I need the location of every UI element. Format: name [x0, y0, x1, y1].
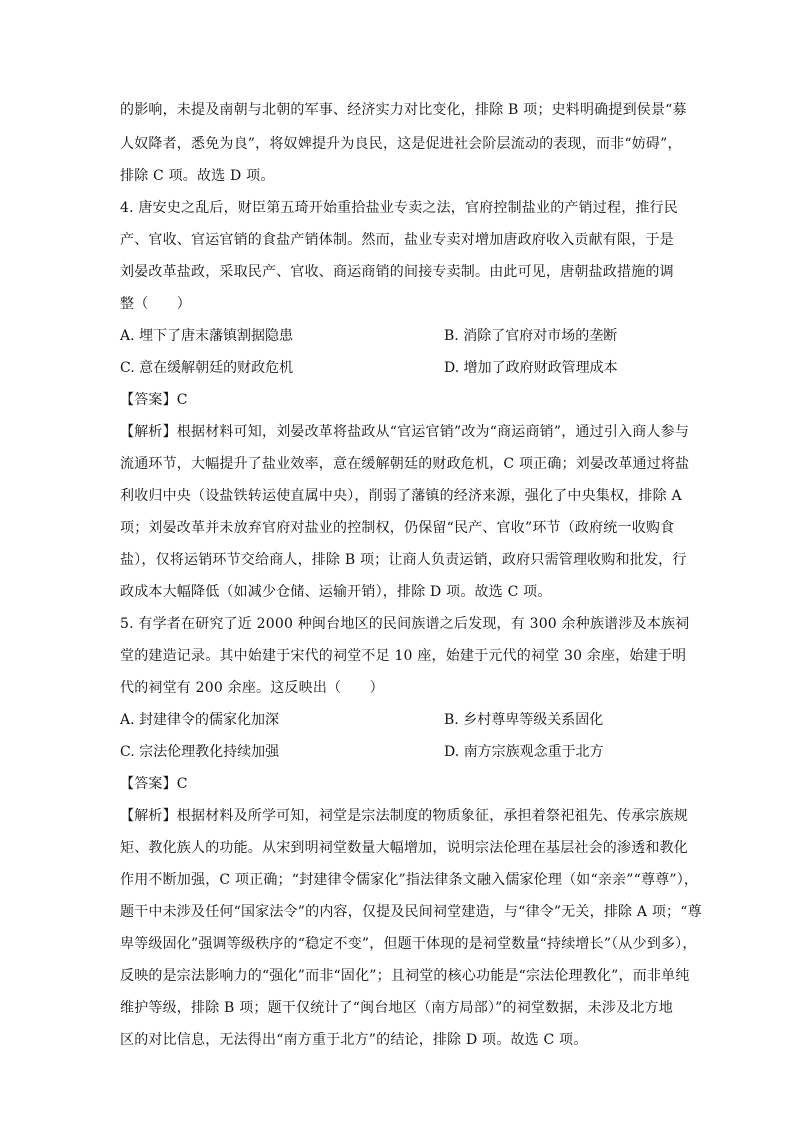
question-4-stem: 4. 唐安史之乱后，财臣第五琦开始重拾盐业专卖之法，官府控制盐业的产销过程，推行民	[120, 200, 679, 216]
question-4-stem: 产、官收、官运官销的食盐产销体制。然而，盐业专卖对增加唐政府收入贡献有限，于是	[120, 232, 674, 248]
question-5-option-a: A. 封建律令的儒家化加深	[120, 712, 280, 728]
question-4-analysis: 盐），仅将运销环节交给商人，排除 B 项；让商人负责运销，政府只需管理收购和批发，行	[120, 552, 687, 568]
question-5-analysis: 卑等级固化”强调等级秩序的“稳定不变”，但题干体现的是祠堂数量“持续增长”（从少到多），	[120, 936, 697, 952]
question-4-stem: 刘晏改革盐政，采取民产、官收、商运商销的间接专卖制。由此可见，唐朝盐政措施的调	[120, 264, 674, 280]
question-4-answer: 【答案】C	[120, 392, 188, 408]
question-5-analysis: 题干中未涉及任何“国家法令”的内容，仅提及民间祠堂建造，与“律令”无关，排除 A 项；“尊	[120, 904, 702, 920]
question-5-analysis: 区的对比信息，无法得出“南方重于北方”的结论，排除 D 项。故选 C 项。	[120, 1032, 588, 1048]
question-5-stem: 代的祠堂有 200 余座。这反映出（ ）	[120, 680, 384, 696]
question-5-analysis: 矩、教化族人的功能。从宋到明祠堂数量大幅增加，说明宗法伦理在基层社会的渗透和教化	[120, 840, 688, 856]
question-4-stem: 整（ ）	[120, 296, 191, 312]
question-5-answer: 【答案】C	[120, 776, 188, 792]
question-5-option-b: B. 乡村尊卑等级关系固化	[444, 712, 604, 728]
paragraph-line: 排除 C 项。故选 D 项。	[120, 168, 275, 184]
question-4-analysis: 流通环节，大幅提升了盐业效率，意在缓解朝廷的财政危机，C 项正确；刘晏改革通过将盐	[120, 456, 690, 472]
question-4-option-d: D. 增加了政府财政管理成本	[444, 360, 618, 376]
question-5-analysis: 维护等级，排除 B 项；题干仅统计了“闽台地区（南方局部）”的祠堂数据，未涉及北方地	[120, 1000, 673, 1016]
question-5-analysis: 反映的是宗法影响力的“强化”而非“固化”；且祠堂的核心功能是“宗法伦理教化”，而非单纯	[120, 968, 690, 984]
question-5-option-d: D. 南方宗族观念重于北方	[444, 744, 604, 760]
question-4-analysis: 政成本大幅降低（如减少仓储、运输开销），排除 D 项。故选 C 项。	[120, 584, 552, 600]
question-4-option-c: C. 意在缓解朝廷的财政危机	[120, 360, 294, 376]
question-5-option-c: C. 宗法伦理教化持续加强	[120, 744, 280, 760]
paragraph-line: 人奴降者，悉免为良”，将奴婢提升为良民，这是促进社会阶层流动的表现，而非“妨碍”，	[120, 136, 682, 152]
question-5-analysis: 作用不断加强，C 项正确；“封建律令儒家化”指法律条文融入儒家伦理（如“亲亲”“尊尊”），	[120, 872, 699, 888]
question-5-stem: 5. 有学者在研究了近 2000 种闽台地区的民间族谱之后发现，有 300 余种族谱涉及本族祠	[120, 616, 690, 632]
question-4-analysis: 项；刘晏改革并未放弃官府对盐业的控制权，仍保留“民产、官收”环节（政府统一收购食	[120, 520, 675, 536]
paragraph-line: 的影响，未提及南朝与北朝的军事、经济实力对比变化，排除 B 项；史料明确提到侯景“募	[120, 102, 687, 118]
question-5-analysis: 【解析】根据材料及所学可知，祠堂是宗法制度的物质象征，承担着祭祀祖先、传承宗族规	[120, 808, 688, 824]
question-4-analysis: 【解析】根据材料可知，刘晏改革将盐政从“官运官销”改为“商运商销”，通过引入商人参与	[120, 424, 690, 440]
question-5-stem: 堂的建造记录。其中始建于宋代的祠堂不足 10 座，始建于元代的祠堂 30 余座，始建于明	[120, 648, 687, 664]
question-4-option-b: B. 消除了官府对市场的垄断	[444, 328, 618, 344]
question-4-analysis: 利收归中央（设盐铁转运使直属中央），削弱了藩镇的经济来源，强化了中央集权，排除 A	[120, 488, 682, 504]
question-4-option-a: A. 埋下了唐末藩镇割据隐患	[120, 328, 294, 344]
